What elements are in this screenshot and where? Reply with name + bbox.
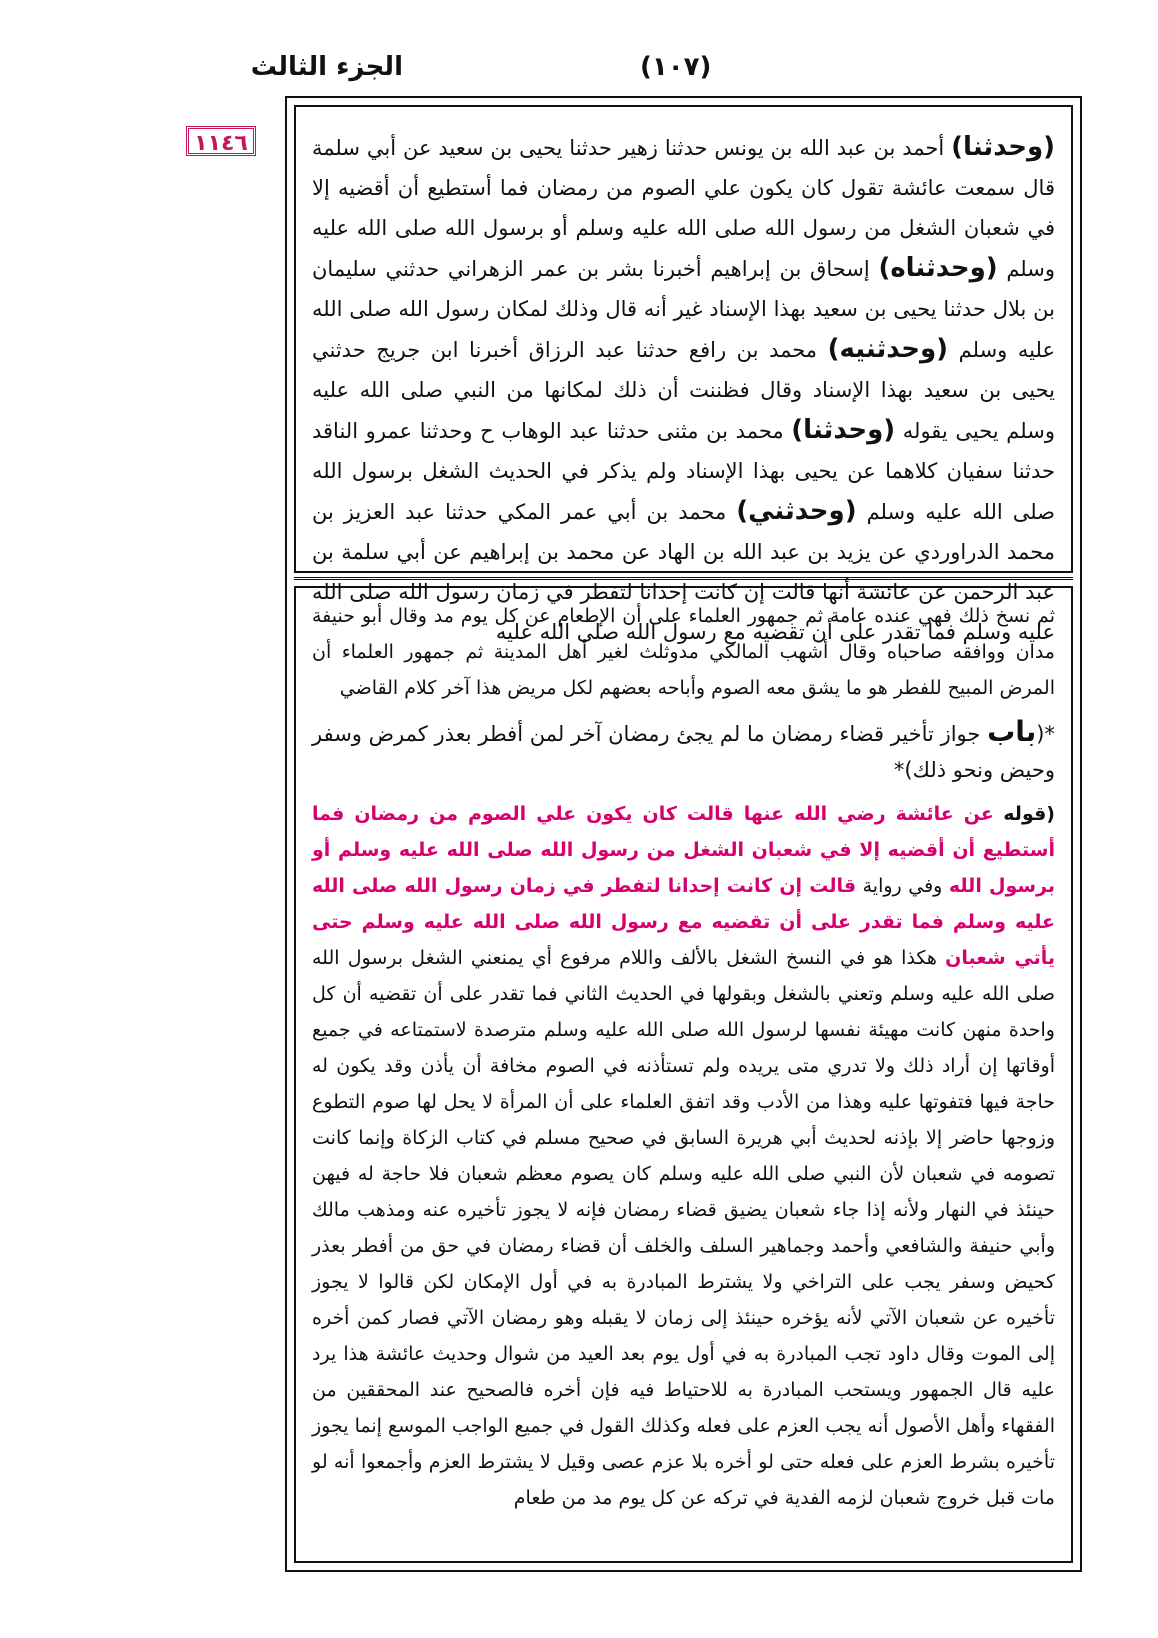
- narration-keyword: (وحدثنا): [951, 132, 1055, 162]
- quoted-matn: قالت إن كانت إحدانا لتفطر في زمان رسول الله صلى الله عليه وسلم فما تقدر على أن تقضيه مع رسول الله صلى الله عليه وسلم حتى يأتي شعبان: [312, 875, 1056, 969]
- quote-connector: وفي رواية: [862, 875, 943, 897]
- hadith-segment: أحمد بن عبد الله بن يونس حدثنا زهير حدثنا يحيى بن سعيد عن أبي سلمة قال سمعت عائشة تقول كان يكون علي الصوم من رمضان فما أستطيع أن أقضيه إلا في شعبان الشغل من رسول الله صلى الله عليه وسلم أو برسول الله صلى الله عليه وسلم: [312, 136, 1055, 281]
- hadith-section: [294, 105, 1073, 644]
- hadith-segment: إسحاق بن إبراهيم أخبرنا بشر بن عمر الزهراني حدثني سليمان بن بلال حدثنا يحيى بن سعيد بهذا الإسناد غير أنه قال وذلك لمكان رسول الله صلى الله عليه وسلم: [312, 257, 1055, 362]
- page-header: [0, 52, 1158, 92]
- page-frame: [285, 96, 1082, 1572]
- commentary-body: هكذا هو في النسخ الشغل بالألف واللام مرفوع أي يمنعني الشغل برسول الله صلى الله عليه وسلم وتعني بالشغل وبقولها في الحديث الثاني فما تقدر على أن تقضيه أن كل واحدة منهن كانت مهيئة نفسها لرسول الله صلى الله عليه وسلم مترصدة لاستمتاعه في جميع أوقاتها إن أراد ذلك ولا تدري متى يريده ولم تستأذنه في الصوم مخافة أن يأذن وقد يكون له حاجة فيها فتفوتها عليه وهذا من الأدب وقد اتفق العلماء على أن المرأة لا يحل لها صوم التطوع وزوجها حاضر إلا بإذنه لحديث أبي هريرة السابق في صحيح مسلم في كتاب الزكاة وإنما كانت تصومه في شعبان لأن النبي صلى الله عليه وسلم كان يصوم معظم شعبان فلا حاجة له فيهن حينئذ في النهار ولأنه إذا جاء شعبان يضيق قضاء رمضان فإنه لا يجوز تأخيره عنه ومذهب مالك وأبي حنيفة والشافعي وأحمد وجماهير السلف والخلف أن قضاء رمضان في حق من أفطر بعذر كحيض وسفر يجب على التراخي ولا يشترط المبادرة به في أول الإمكان لكن قالوا لا يجوز تأخيره عن شعبان الآتي لأنه يؤخره حينئذ إلى زمان لا يقبله وهو رمضان الآتي فصار كمن أخره إلى الموت وقال داود تجب المبادرة به في أول يوم بعد العيد من شوال وحديث عائشة هذا يرد عليه قال الجمهور ويستحب المبادرة به للاحتياط فيه فإن أخره فالصحيح عند المحققين من الفقهاء وأهل الأصول أنه يجب العزم على فعله وكذلك القول في جميع الواجب الموسع إنما يجوز تأخيره بشرط العزم على فعله حتى لو أخره بلا عزم عصى وقيل لا يشترط العزم وأجمعوا أنه لو مات قبل خروج شعبان لزمه الفدية في تركه عن كل يوم مد من طعام: [312, 947, 1055, 1509]
- narration-keyword: (وحدثنا): [791, 415, 896, 445]
- hadith-segment: محمد بن مثنى حدثنا عبد الوهاب ح وحدثنا عمرو الناقد حدثنا سفيان كلاهما عن يحيى بهذا الإسناد ولم يذكر في الحديث الشغل برسول الله صلى الله عليه وسلم: [312, 419, 1055, 524]
- commentary-section: [294, 586, 1073, 1563]
- quoted-matn: عن عائشة رضي الله عنها قالت كان يكون علي الصوم من رمضان فما أستطيع أن أقضيه إلا في شعبان الشغل من رسول الله صلى الله عليه وسلم أو برسول الله: [312, 803, 1055, 897]
- narration-keyword: (وحدثني): [736, 496, 857, 526]
- chapter-title: جواز تأخير قضاء رمضان ما لم يجئ رمضان آخر لمن أفطر بعذر كمرض وسفر وحيض ونحو ذلك)*: [312, 722, 1055, 782]
- volume-label: الجزء الثالث: [250, 52, 403, 82]
- page-number: (١٠٧): [640, 52, 712, 82]
- hadith-number-badge: ١١٤٦: [186, 126, 256, 156]
- hadith-segment: محمد بن رافع حدثنا عبد الرزاق أخبرنا ابن جريج حدثني يحيى بن سعيد بهذا الإسناد وقال فظننت أن ذلك لمكانها من النبي صلى الله عليه وسلم يحيى يقوله: [312, 338, 1055, 443]
- quote-open: (قوله: [1003, 803, 1055, 825]
- chapter-heading: [296, 714, 1071, 788]
- hadith-segment: محمد بن أبي عمر المكي حدثنا عبد العزيز بن محمد الدراوردي عن يزيد بن عبد الله بن الهاد عن محمد بن إبراهيم عن أبي سلمة بن عبد الرحمن عن عائشة أنها قالت إن كانت إحدانا لتفطر في زمان رسول الله صلى الله عليه وسلم فما تقدر على أن تقضيه مع رسول الله صلى الله عليه: [312, 500, 1055, 644]
- hadith-text: [296, 127, 1071, 652]
- section-divider: [294, 577, 1073, 580]
- commentary-block: [296, 598, 1071, 1516]
- chapter-keyword: باب: [987, 715, 1037, 748]
- narration-keyword: (وحدثناه): [878, 253, 998, 283]
- narration-keyword: (وحدثنيه): [827, 334, 949, 364]
- commentary-intro: ثم نسخ ذلك فهي عنده عامة ثم جمهور العلماء على أن الإطعام عن كل يوم مد وقال أبو حنيفة مدان ووافقه صاحباه وقال أشهب المالكي مدوثلث لغير أهل المدينة ثم جمهور العلماء أن المرض المبيح للفطر هو ما يشق معه الصوم وأباحه بعضهم لكل مريض هذا آخر كلام القاضي: [312, 605, 1055, 699]
- chapter-open: *(: [1036, 722, 1055, 746]
- commentary-text: [296, 796, 1071, 1516]
